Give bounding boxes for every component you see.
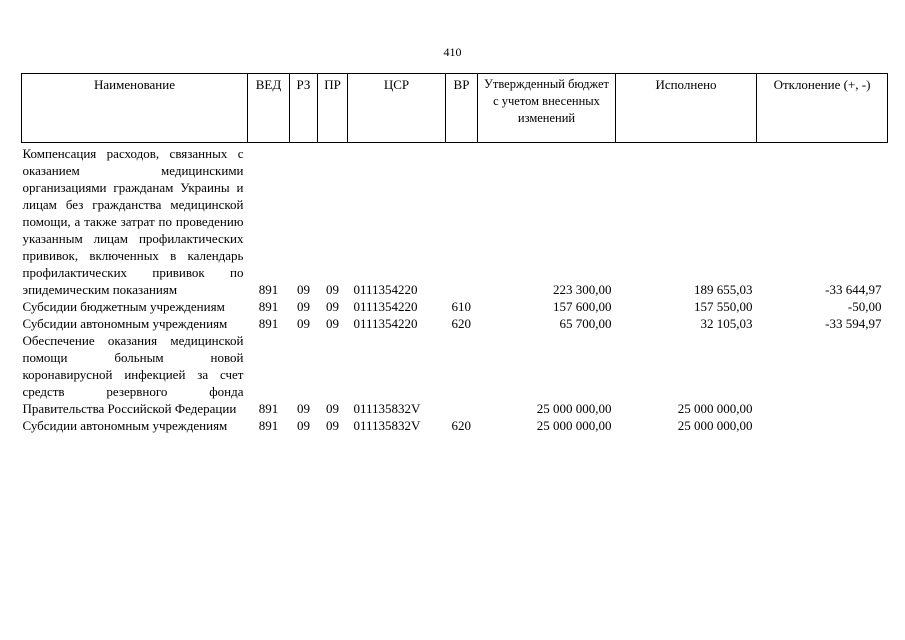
header-executed: Исполнено	[616, 74, 757, 143]
row-approved: 65 700,00	[559, 316, 612, 331]
row-deviation: -33 594,97	[825, 316, 882, 331]
row-executed: 25 000 000,00	[677, 401, 753, 416]
row-ved: 891	[258, 418, 279, 433]
row-approved: 25 000 000,00	[536, 418, 612, 433]
header-csr: ЦСР	[348, 74, 446, 143]
table-header	[22, 74, 888, 143]
row-name: Субсидии автономным учреждениям	[22, 316, 228, 331]
row-pr: 09	[326, 418, 339, 433]
row-csr: 0111354220	[353, 316, 418, 331]
row-approved: 223 300,00	[553, 282, 612, 297]
row-rz: 09	[297, 418, 310, 433]
row-executed: 32 105,03	[700, 316, 753, 331]
row-deviation: -33 644,97	[825, 282, 882, 297]
row-vr: 620	[451, 418, 471, 433]
row-csr: 0111354220	[353, 299, 418, 314]
row-pr: 09	[326, 401, 339, 416]
row-executed: 189 655,03	[694, 282, 753, 297]
row-rz: 09	[297, 316, 310, 331]
row-vr: 620	[451, 316, 471, 331]
table-row	[22, 332, 888, 417]
row-deviation	[757, 417, 888, 434]
header-vr: ВР	[446, 74, 478, 143]
header-deviation: Отклонение (+, -)	[757, 74, 888, 143]
row-pr: 09	[326, 316, 339, 331]
page-number: 410	[443, 45, 462, 59]
row-approved: 157 600,00	[553, 299, 612, 314]
row-rz: 09	[297, 282, 310, 297]
row-vr	[446, 332, 478, 417]
budget-execution-table	[21, 73, 888, 434]
row-deviation: -50,00	[847, 299, 882, 314]
row-pr: 09	[326, 282, 339, 297]
table-body	[22, 143, 888, 435]
header-name: Наименование	[22, 74, 248, 143]
row-executed: 25 000 000,00	[677, 418, 753, 433]
table-row	[22, 298, 888, 315]
row-vr	[446, 143, 478, 299]
header-rz: РЗ	[290, 74, 318, 143]
row-csr: 011135832V	[353, 418, 421, 433]
row-name: Обеспечение оказания медицинской помощи больным новой коронавирусной инфекцией за счет средств резервного фонда Правительства Российской Федерации	[22, 333, 244, 416]
row-csr: 011135832V	[353, 401, 421, 416]
table-row	[22, 315, 888, 332]
header-approved-budget: Утвержденный бюджет с учетом внесенных изменений	[478, 74, 616, 143]
header-ved: ВЕД	[248, 74, 290, 143]
row-ved: 891	[258, 282, 279, 297]
table-row	[22, 143, 888, 299]
row-rz: 09	[297, 299, 310, 314]
header-pr: ПР	[318, 74, 348, 143]
row-ved: 891	[258, 401, 279, 416]
row-csr: 0111354220	[353, 282, 418, 297]
row-rz: 09	[297, 401, 310, 416]
row-name: Субсидии автономным учреждениям	[22, 418, 228, 433]
row-name: Компенсация расходов, связанных с оказанием медицинскими организациями гражданам Украины и лицам без гражданства медицинской помощи, а также затрат по проведению указанным лицам профилактических прививок, включенных в календарь профилактических прививок по эпидемическим показаниям	[22, 146, 244, 297]
row-pr: 09	[326, 299, 339, 314]
row-ved: 891	[258, 299, 279, 314]
table-row	[22, 417, 888, 434]
row-ved: 891	[258, 316, 279, 331]
row-deviation	[757, 332, 888, 417]
row-executed: 157 550,00	[694, 299, 753, 314]
row-vr: 610	[451, 299, 471, 314]
row-name: Субсидии бюджетным учреждениям	[22, 299, 225, 314]
row-approved: 25 000 000,00	[536, 401, 612, 416]
